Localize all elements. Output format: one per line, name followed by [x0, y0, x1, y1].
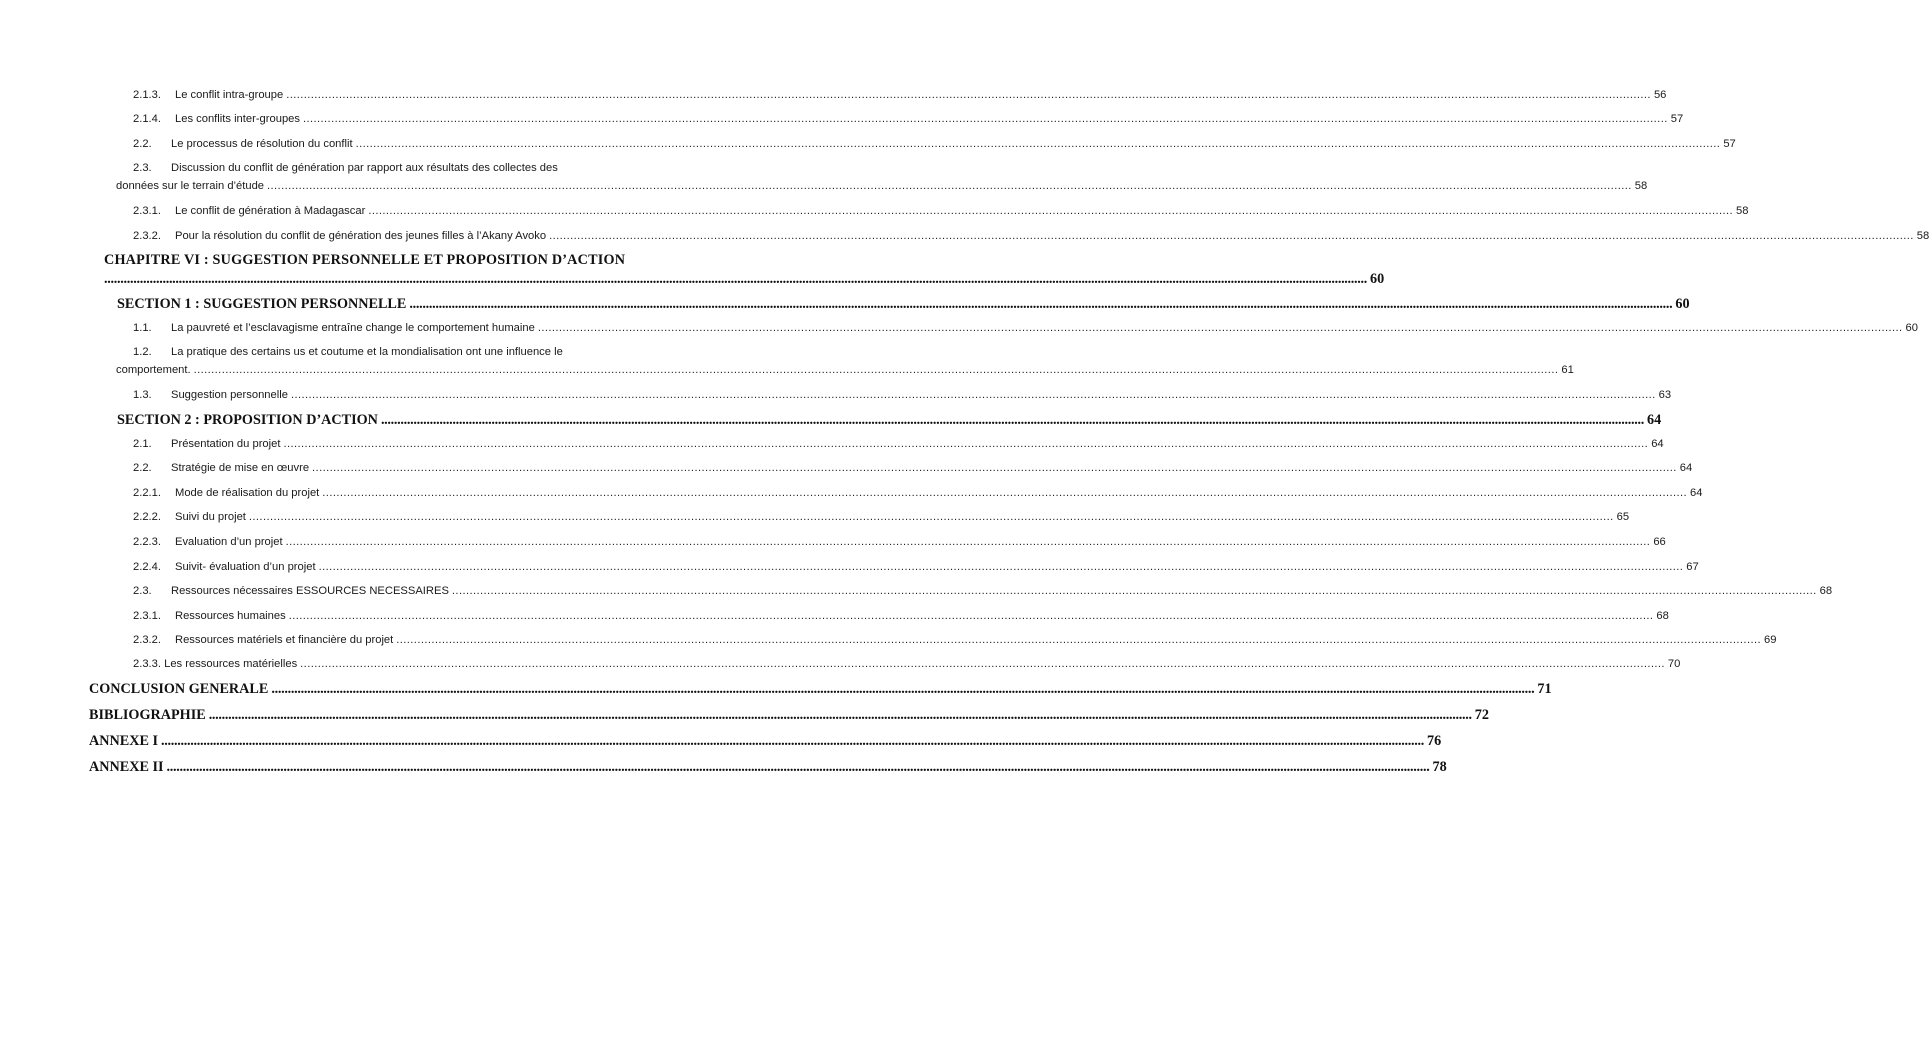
toc-entry-title: Suivit- évaluation d’un projet — [175, 561, 316, 573]
dot-leader — [356, 138, 1721, 150]
toc-entry[interactable] — [133, 462, 1693, 474]
dot-leader — [167, 759, 1430, 776]
toc-entry-first-line[interactable] — [133, 346, 563, 358]
toc-entry[interactable] — [89, 681, 1552, 698]
toc-entry[interactable] — [133, 610, 1669, 622]
toc-entry-page: 66 — [1653, 536, 1666, 548]
toc-entry[interactable] — [133, 658, 1681, 670]
dot-leader — [209, 707, 1472, 724]
dot-leader — [286, 89, 1651, 101]
toc-entry-number: 2.2.3. — [133, 536, 161, 548]
part-heading: ANNEXE II — [89, 759, 164, 775]
toc-entry-page: 60 — [1905, 322, 1918, 334]
toc-entry-title: Ressources humaines — [175, 610, 286, 622]
dot-leader — [267, 180, 1632, 192]
toc-entry-page: 64 — [1651, 438, 1664, 450]
toc-entry-number: 2.1.3. — [133, 89, 161, 101]
toc-entry-title: Le conflit intra-groupe — [175, 89, 284, 101]
toc-entry-title: Ressources nécessaires ESSOURCES NECESSAIRES — [171, 585, 449, 597]
toc-entry-page: 57 — [1670, 113, 1684, 125]
toc-entry-page: 69 — [1763, 634, 1777, 646]
toc-entry-page: 60 — [1370, 271, 1385, 287]
dot-leader — [549, 230, 1914, 242]
toc-entry-number: 2.2.1. — [133, 487, 161, 499]
part-heading: CONCLUSION GENERALE — [89, 681, 269, 697]
toc-entry[interactable] — [133, 389, 1672, 401]
toc-entry[interactable] — [133, 438, 1664, 450]
part-heading: ANNEXE I — [89, 733, 158, 749]
toc-entry-page: 68 — [1656, 610, 1669, 622]
dot-leader — [538, 322, 1903, 334]
dot-leader — [381, 412, 1644, 429]
toc-entry-page: 64 — [1646, 412, 1662, 428]
toc-entry-first-line[interactable] — [133, 162, 558, 174]
dot-leader — [312, 462, 1677, 474]
section-heading: SECTION 1 : SUGGESTION PERSONNELLE — [117, 296, 407, 312]
toc-entry-title: Le conflit de génération à Madagascar — [175, 205, 366, 217]
toc-entry[interactable] — [133, 138, 1736, 150]
dot-leader — [319, 561, 1684, 573]
toc-entry-number: 2.3. — [133, 162, 152, 174]
toc-entry[interactable] — [133, 89, 1667, 101]
chapter-heading[interactable] — [104, 252, 625, 269]
toc-entry-page: 57 — [1723, 138, 1736, 150]
toc-entry-number: 2.3.2. — [133, 230, 161, 242]
part-heading: BIBLIOGRAPHIE — [89, 707, 206, 723]
toc-entry-title: CHAPITRE VI : SUGGESTION PERSONNELLE ET PROPOSITION D’ACTION — [104, 252, 626, 268]
toc-entry-number: 1.2. — [133, 346, 152, 358]
toc-entry-title: Ressources matériels et financière du projet — [175, 634, 394, 646]
toc-entry-title: Pour la résolution du conflit de génération des jeunes filles à l’Akany Avoko — [175, 230, 547, 242]
toc-entry[interactable] — [133, 487, 1703, 499]
toc-entry-page: 61 — [1561, 364, 1574, 376]
toc-entry-page: 72 — [1474, 707, 1489, 723]
toc-entry-title: Stratégie de mise en œuvre — [171, 462, 310, 474]
toc-entry[interactable] — [133, 585, 1833, 597]
toc-entry-number: 2.1.4. — [133, 113, 161, 125]
toc-entry[interactable] — [133, 561, 1699, 573]
toc-entry-number: 2.2.2. — [133, 511, 161, 523]
toc-entry-page: 63 — [1658, 389, 1672, 401]
dot-leader — [452, 585, 1817, 597]
toc-entry-title: La pratique des certains us et coutume et la mondialisation ont une influence le — [171, 346, 563, 358]
dot-leader — [303, 113, 1668, 125]
dot-leader — [322, 487, 1687, 499]
dot-leader — [104, 271, 1367, 288]
toc-entry[interactable] — [116, 364, 1574, 376]
section-heading: SECTION 2 : PROPOSITION D’ACTION — [117, 412, 378, 428]
toc-entry-page: 64 — [1690, 487, 1703, 499]
dot-leader — [368, 205, 1733, 217]
toc-entry[interactable] — [133, 536, 1666, 548]
toc-entry-number: 2.1. — [133, 438, 152, 450]
dot-leader — [300, 658, 1665, 670]
toc-entry[interactable] — [133, 113, 1684, 125]
toc-entry[interactable] — [89, 733, 1442, 750]
toc-entry[interactable] — [89, 759, 1447, 776]
dot-leader — [249, 511, 1614, 523]
toc-entry-number: 2.3.1. — [133, 205, 161, 217]
toc-entry-page: 68 — [1819, 585, 1833, 597]
toc-entry-page: 58 — [1916, 230, 1929, 242]
toc-entry-title-continued: comportement. — [116, 364, 191, 376]
toc-entry-number: 2.3. — [133, 585, 152, 597]
toc-entry-page: 64 — [1679, 462, 1693, 474]
dot-leader — [286, 536, 1651, 548]
toc-entry-page: 71 — [1537, 681, 1552, 697]
dot-leader — [291, 389, 1656, 401]
toc-entry-page: 56 — [1653, 89, 1667, 101]
toc-entry[interactable] — [104, 271, 1385, 288]
toc-entry-page: 60 — [1675, 296, 1690, 312]
toc-entry-number: 1.1. — [133, 322, 152, 334]
toc-entry[interactable] — [117, 296, 1690, 313]
toc-entry-number: 2.2. — [133, 138, 152, 150]
toc-entry-number: 2.2.4. — [133, 561, 161, 573]
toc-entry[interactable] — [89, 707, 1489, 724]
toc-entry-page: 76 — [1427, 733, 1442, 749]
toc-entry[interactable] — [116, 180, 1648, 192]
dot-leader — [409, 296, 1672, 313]
toc-entry-title: La pauvreté et l’esclavagisme entraîne change le comportement humaine — [171, 322, 535, 334]
toc-entry-title: Présentation du projet — [171, 438, 281, 450]
dot-leader — [194, 364, 1559, 376]
toc-entry[interactable] — [133, 205, 1749, 217]
toc-entry-title: Discussion du conflit de génération par rapport aux résultats des collectes des — [171, 162, 558, 174]
toc-entry[interactable] — [117, 412, 1662, 429]
toc-entry-title: Suggestion personnelle — [171, 389, 288, 401]
dot-leader — [396, 634, 1761, 646]
dot-leader — [289, 610, 1654, 622]
toc-entry[interactable] — [133, 634, 1777, 646]
toc-entry-title: Evaluation d’un projet — [175, 536, 283, 548]
toc-entry-title: Les conflits inter-groupes — [175, 113, 300, 125]
toc-entry-page: 65 — [1616, 511, 1630, 523]
toc-entry-number: 1.3. — [133, 389, 152, 401]
toc-entry-number: 2.2. — [133, 462, 152, 474]
toc-entry-page: 78 — [1432, 759, 1447, 775]
dot-leader — [161, 733, 1424, 750]
toc-entry-title: 2.3.3. Les ressources matérielles — [133, 658, 298, 670]
toc-entry[interactable] — [133, 230, 1929, 242]
toc-entry[interactable] — [133, 322, 1918, 334]
toc-entry-page: 58 — [1634, 180, 1648, 192]
toc-entry-page: 67 — [1686, 561, 1699, 573]
toc-entry-title: Le processus de résolution du conflit — [171, 138, 353, 150]
toc-entry-page: 70 — [1667, 658, 1681, 670]
toc-entry-number: 2.3.1. — [133, 610, 161, 622]
toc-entry-page: 58 — [1736, 205, 1749, 217]
toc-entry-title: Mode de réalisation du projet — [175, 487, 320, 499]
toc-entry-title-continued: données sur le terrain d’étude — [116, 180, 265, 192]
toc-entry-title: Suivi du projet — [175, 511, 246, 523]
dot-leader — [271, 681, 1534, 698]
toc-entry-number: 2.3.2. — [133, 634, 161, 646]
dot-leader — [283, 438, 1648, 450]
toc-entry[interactable] — [133, 511, 1630, 523]
